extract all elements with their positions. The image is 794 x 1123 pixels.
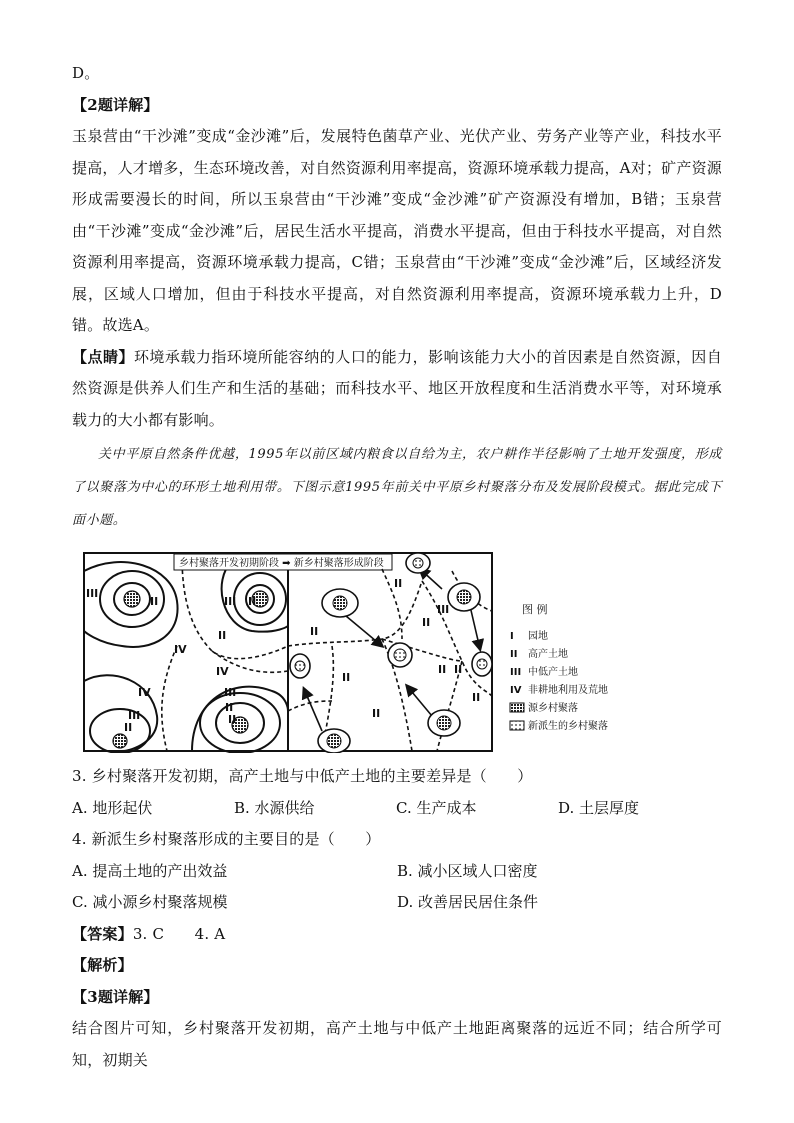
- q3-explanation: 结合图片可知，乡村聚落开发初期，高产土地与中低产土地距离聚落的远近不同；结合所学可知，初期关: [72, 1019, 722, 1069]
- zone-label: III: [86, 587, 99, 600]
- zone-label: II: [150, 595, 159, 608]
- new-settlement-swatch: [510, 721, 524, 730]
- zone-label: II: [228, 713, 237, 726]
- legend-text: 新派生的乡村聚落: [528, 721, 608, 732]
- zone-label: II: [248, 595, 257, 608]
- zone-label: II: [372, 707, 381, 720]
- settlement-diagram: [82, 551, 642, 753]
- top-line: D。: [72, 64, 100, 82]
- legend-text: 非耕地利用及荒地: [528, 685, 608, 696]
- answer-text: 3. C 4. A: [132, 924, 226, 943]
- legend: [510, 602, 608, 732]
- zone-label: IV: [216, 665, 229, 678]
- legend-text: 园地: [528, 631, 548, 642]
- q4-stem: 4. 新派生乡村聚落形成的主要目的是（ ）: [72, 830, 381, 848]
- zone-label: II: [438, 663, 447, 676]
- q4-option-b: B. 减小区域人口密度: [397, 861, 538, 880]
- zone-label: IV: [174, 643, 187, 656]
- point-paragraph: [72, 342, 722, 437]
- legend-text: 源乡村聚落: [528, 703, 578, 714]
- q4-option-d: D. 改善居民居住条件: [397, 893, 539, 911]
- source-settlement-swatch: [510, 703, 524, 712]
- q3-options: [72, 793, 722, 825]
- legend-code: II: [510, 649, 518, 660]
- zone-label: II: [310, 625, 319, 638]
- zone-label: II: [218, 629, 227, 642]
- zone-label: II: [422, 616, 431, 629]
- answer-line: [72, 919, 722, 951]
- q3-option-b: B. 水源供给: [234, 798, 315, 817]
- legend-text: 高产土地: [528, 649, 568, 660]
- q4-option-c: C. 减小源乡村聚落规模: [72, 893, 228, 911]
- legend-code: IV: [510, 685, 522, 696]
- zone-label: II: [394, 577, 403, 590]
- zone-label: II: [124, 721, 133, 734]
- q3-option-c: C. 生产成本: [396, 798, 477, 817]
- zone-label: III: [128, 709, 141, 722]
- answer-label: 【答案】: [72, 924, 133, 943]
- diagram-svg: [82, 551, 642, 753]
- legend-title: 图 例: [522, 603, 548, 616]
- zone-label: III: [224, 686, 237, 699]
- zone-label: II: [342, 671, 351, 684]
- q3-option-d: D. 土层厚度: [558, 798, 640, 817]
- zone-label: III: [437, 603, 450, 616]
- point-label: 【点睛】: [72, 347, 134, 366]
- q4-options-row1: [72, 856, 722, 888]
- legend-code: I: [510, 631, 514, 642]
- zone-label: II: [225, 701, 234, 714]
- zone-label: III: [224, 595, 237, 608]
- q3-option-a: A. 地形起伏: [72, 798, 153, 817]
- legend-code: III: [510, 667, 522, 678]
- document-page: [72, 58, 722, 1076]
- q3-stem: 3. 乡村聚落开发初期，高产土地与中低产土地的主要差异是（ ）: [72, 767, 533, 785]
- q2-heading: 【2题详解】: [72, 95, 159, 114]
- q4-options-row2: [72, 887, 722, 919]
- zone-label: IV: [138, 686, 151, 699]
- analysis-heading: 【解析】: [72, 956, 133, 974]
- reading-passage: 关中平原自然条件优越，1995年以前区域内粮食以自给为主，农户耕作半径影响了土地开发强度，形成了以聚落为中心的环形土地利用带。下图示意1995年前关中平原乡村聚落分布及发展阶段模式。据此完成下面小题。: [72, 447, 722, 528]
- stage-title: 乡村聚落开发初期阶段 ➡ 新乡村聚落形成阶段: [179, 558, 384, 569]
- q2-paragraph: 玉泉营由“干沙滩”变成“金沙滩”后，发展特色菌草产业、光伏产业、劳务产业等产业，科技水平提高，人才增多，生态环境改善，对自然资源利用率提高，资源环境承载力提高，A对；矿产资源形成需要漫长的时间，所以玉泉营由“干沙滩”变成“金沙滩”矿产资源没有增加，B错；玉泉营由“干沙滩”变成“金沙滩”后，居民生活水平提高，消费水平提高，但由于科技水平提高，对自然资源利用率提高，资源环境承载力提高，C错；玉泉营由“干沙滩”变成“金沙滩”后，区域经济发展，区域人口增加，但由于科技水平提高，对自然资源利用率提高，资源环境承载力上升，D错。故选A。: [72, 127, 722, 334]
- q4-option-a: A. 提高土地的产出效益: [72, 861, 228, 880]
- zone-label: II: [454, 663, 463, 676]
- legend-text: 中低产土地: [528, 667, 578, 678]
- point-text: 环境承载力指环境所能容纳的人口的能力，影响该能力大小的首因素是自然资源，因自然资源是供养人们生产和生活的基础；而科技水平、地区开放程度和生活消费水平等，对环境承载力的大小都有影响。: [72, 347, 722, 429]
- zone-label: II: [472, 691, 481, 704]
- q3-heading: 【3题详解】: [72, 987, 159, 1006]
